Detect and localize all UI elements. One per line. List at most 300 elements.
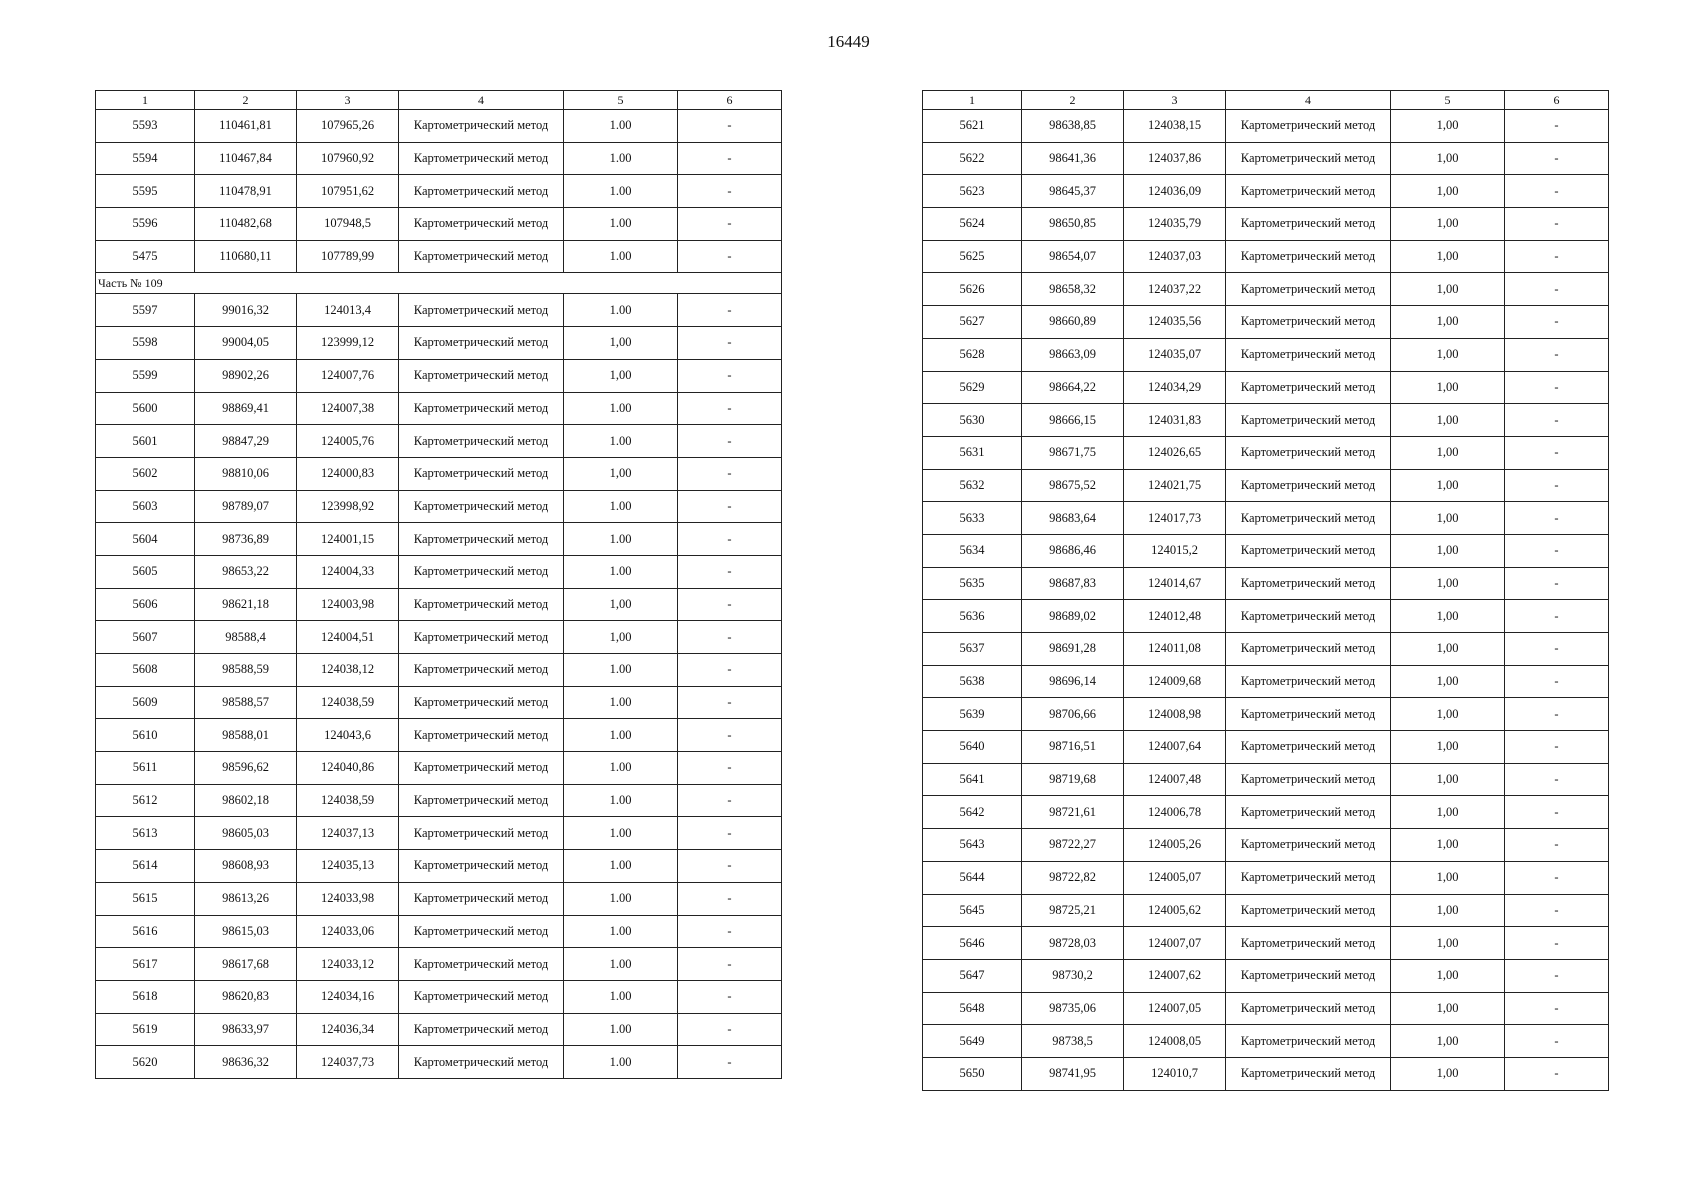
column-header: 6 (678, 91, 782, 110)
cell-c1: 5604 (96, 523, 195, 556)
column-header: 2 (1022, 91, 1124, 110)
cell-c1: 5628 (923, 338, 1022, 371)
cell-c6: - (678, 1013, 782, 1046)
cell-c2: 98664,22 (1022, 371, 1124, 404)
cell-c6: - (678, 490, 782, 523)
cell-c4: Картометрический метод (399, 719, 564, 752)
cell-c6: - (678, 175, 782, 208)
cell-c2: 98621,18 (195, 588, 297, 621)
cell-c4: Картометрический метод (1226, 959, 1391, 992)
cell-c1: 5602 (96, 457, 195, 490)
cell-c3: 124037,03 (1124, 240, 1226, 273)
cell-c5: 1.00 (564, 752, 678, 785)
cell-c4: Картометрический метод (1226, 763, 1391, 796)
section-title: Часть № 109 (96, 273, 782, 294)
table-row (923, 894, 1609, 927)
cell-c3: 124009,68 (1124, 665, 1226, 698)
table-row (96, 457, 782, 490)
table-row (96, 752, 782, 785)
cell-c4: Картометрический метод (1226, 338, 1391, 371)
cell-c4: Картометрический метод (399, 392, 564, 425)
cell-c4: Картометрический метод (1226, 992, 1391, 1025)
cell-c2: 98666,15 (1022, 404, 1124, 437)
cell-c6: - (1505, 534, 1609, 567)
cell-c5: 1.00 (564, 175, 678, 208)
column-header: 1 (96, 91, 195, 110)
cell-c3: 124000,83 (297, 457, 399, 490)
cell-c5: 1,00 (1391, 142, 1505, 175)
cell-c4: Картометрический метод (1226, 1057, 1391, 1090)
cell-c5: 1.00 (564, 915, 678, 948)
cell-c4: Картометрический метод (399, 425, 564, 458)
cell-c4: Картометрический метод (399, 175, 564, 208)
cell-c2: 98633,97 (195, 1013, 297, 1046)
cell-c1: 5630 (923, 404, 1022, 437)
cell-c1: 5624 (923, 208, 1022, 241)
column-header: 3 (1124, 91, 1226, 110)
cell-c3: 107951,62 (297, 175, 399, 208)
cell-c6: - (1505, 665, 1609, 698)
cell-c6: - (1505, 992, 1609, 1025)
cell-c1: 5648 (923, 992, 1022, 1025)
cell-c2: 98722,82 (1022, 861, 1124, 894)
cell-c3: 124038,59 (297, 686, 399, 719)
table-row (96, 915, 782, 948)
column-header: 2 (195, 91, 297, 110)
cell-c4: Картометрический метод (399, 752, 564, 785)
table-row (96, 719, 782, 752)
table-row (923, 208, 1609, 241)
cell-c4: Картометрический метод (399, 142, 564, 175)
cell-c5: 1.00 (564, 240, 678, 273)
cell-c6: - (678, 208, 782, 241)
cell-c5: 1,00 (564, 359, 678, 392)
cell-c1: 5640 (923, 731, 1022, 764)
cell-c1: 5599 (96, 359, 195, 392)
coordinates-table-right (922, 90, 1609, 1091)
cell-c1: 5623 (923, 175, 1022, 208)
cell-c1: 5625 (923, 240, 1022, 273)
cell-c2: 98602,18 (195, 784, 297, 817)
cell-c5: 1,00 (1391, 600, 1505, 633)
cell-c1: 5642 (923, 796, 1022, 829)
cell-c1: 5608 (96, 654, 195, 687)
cell-c2: 98658,32 (1022, 273, 1124, 306)
cell-c4: Картометрический метод (1226, 371, 1391, 404)
cell-c6: - (1505, 698, 1609, 731)
cell-c3: 124035,56 (1124, 306, 1226, 339)
cell-c3: 107965,26 (297, 110, 399, 143)
cell-c3: 107948,5 (297, 208, 399, 241)
cell-c1: 5636 (923, 600, 1022, 633)
cell-c6: - (678, 784, 782, 817)
cell-c1: 5634 (923, 534, 1022, 567)
cell-c6: - (678, 240, 782, 273)
cell-c2: 98617,68 (195, 948, 297, 981)
cell-c4: Картометрический метод (1226, 469, 1391, 502)
cell-c4: Картометрический метод (1226, 502, 1391, 535)
cell-c3: 124007,38 (297, 392, 399, 425)
table-row (923, 796, 1609, 829)
table-row (96, 392, 782, 425)
cell-c3: 124037,73 (297, 1046, 399, 1079)
table-row (923, 175, 1609, 208)
cell-c6: - (678, 142, 782, 175)
cell-c5: 1,00 (1391, 927, 1505, 960)
cell-c6: - (1505, 927, 1609, 960)
cell-c4: Картометрический метод (399, 490, 564, 523)
cell-c5: 1.00 (564, 1013, 678, 1046)
cell-c1: 5611 (96, 752, 195, 785)
cell-c6: - (678, 588, 782, 621)
cell-c4: Картометрический метод (1226, 894, 1391, 927)
cell-c1: 5638 (923, 665, 1022, 698)
table-row (96, 1046, 782, 1079)
cell-c5: 1,00 (1391, 992, 1505, 1025)
cell-c3: 107789,99 (297, 240, 399, 273)
table-row (96, 175, 782, 208)
cell-c6: - (678, 621, 782, 654)
cell-c5: 1,00 (1391, 829, 1505, 862)
cell-c2: 98588,4 (195, 621, 297, 654)
cell-c2: 99004,05 (195, 327, 297, 360)
cell-c1: 5606 (96, 588, 195, 621)
cell-c3: 107960,92 (297, 142, 399, 175)
cell-c3: 124005,76 (297, 425, 399, 458)
cell-c1: 5627 (923, 306, 1022, 339)
cell-c5: 1,00 (1391, 436, 1505, 469)
cell-c5: 1.00 (564, 1046, 678, 1079)
cell-c2: 98725,21 (1022, 894, 1124, 927)
cell-c5: 1,00 (1391, 567, 1505, 600)
cell-c2: 98789,07 (195, 490, 297, 523)
table-row (923, 959, 1609, 992)
cell-c6: - (1505, 240, 1609, 273)
column-header: 3 (297, 91, 399, 110)
cell-c3: 124040,86 (297, 752, 399, 785)
cell-c3: 124007,48 (1124, 763, 1226, 796)
cell-c6: - (678, 948, 782, 981)
cell-c6: - (1505, 861, 1609, 894)
cell-c4: Картометрический метод (1226, 698, 1391, 731)
table-row (96, 686, 782, 719)
table-row (96, 327, 782, 360)
cell-c6: - (1505, 142, 1609, 175)
cell-c1: 5637 (923, 633, 1022, 666)
cell-c2: 98683,64 (1022, 502, 1124, 535)
cell-c6: - (1505, 469, 1609, 502)
cell-c3: 124004,33 (297, 555, 399, 588)
cell-c5: 1.00 (564, 817, 678, 850)
table-header-row (96, 91, 782, 110)
cell-c6: - (678, 817, 782, 850)
cell-c4: Картометрический метод (1226, 534, 1391, 567)
cell-c3: 124033,98 (297, 882, 399, 915)
cell-c1: 5649 (923, 1025, 1022, 1058)
cell-c3: 124015,2 (1124, 534, 1226, 567)
cell-c1: 5647 (923, 959, 1022, 992)
cell-c6: - (1505, 404, 1609, 437)
cell-c6: - (1505, 338, 1609, 371)
cell-c6: - (1505, 1025, 1609, 1058)
cell-c1: 5645 (923, 894, 1022, 927)
cell-c1: 5643 (923, 829, 1022, 862)
cell-c1: 5475 (96, 240, 195, 273)
cell-c2: 98847,29 (195, 425, 297, 458)
cell-c2: 110680,11 (195, 240, 297, 273)
table-row (923, 502, 1609, 535)
cell-c3: 124007,76 (297, 359, 399, 392)
cell-c2: 98689,02 (1022, 600, 1124, 633)
cell-c6: - (1505, 567, 1609, 600)
cell-c2: 99016,32 (195, 294, 297, 327)
table-row (96, 817, 782, 850)
cell-c3: 124031,83 (1124, 404, 1226, 437)
cell-c3: 124005,26 (1124, 829, 1226, 862)
cell-c3: 124033,06 (297, 915, 399, 948)
table-row (96, 1013, 782, 1046)
table-row (96, 882, 782, 915)
cell-c4: Картометрический метод (1226, 600, 1391, 633)
cell-c1: 5603 (96, 490, 195, 523)
cell-c5: 1,00 (1391, 633, 1505, 666)
cell-c4: Картометрический метод (1226, 633, 1391, 666)
cell-c5: 1,00 (1391, 861, 1505, 894)
cell-c5: 1,00 (1391, 306, 1505, 339)
cell-c2: 98869,41 (195, 392, 297, 425)
cell-c1: 5593 (96, 110, 195, 143)
cell-c4: Картометрический метод (1226, 436, 1391, 469)
cell-c2: 110467,84 (195, 142, 297, 175)
cell-c4: Картометрический метод (399, 948, 564, 981)
cell-c2: 98615,03 (195, 915, 297, 948)
cell-c5: 1,00 (1391, 175, 1505, 208)
cell-c4: Картометрический метод (1226, 110, 1391, 143)
cell-c4: Картометрический метод (1226, 829, 1391, 862)
table-row (923, 665, 1609, 698)
table-row (96, 621, 782, 654)
cell-c3: 124026,65 (1124, 436, 1226, 469)
table-row (923, 992, 1609, 1025)
cell-c1: 5629 (923, 371, 1022, 404)
table-row (96, 850, 782, 883)
cell-c2: 98663,09 (1022, 338, 1124, 371)
cell-c2: 98706,66 (1022, 698, 1124, 731)
cell-c5: 1,00 (1391, 208, 1505, 241)
cell-c3: 123998,92 (297, 490, 399, 523)
table-row (923, 600, 1609, 633)
cell-c1: 5609 (96, 686, 195, 719)
cell-c6: - (1505, 796, 1609, 829)
cell-c6: - (678, 882, 782, 915)
cell-c2: 98645,37 (1022, 175, 1124, 208)
table-row (96, 654, 782, 687)
cell-c3: 124005,07 (1124, 861, 1226, 894)
cell-c2: 98605,03 (195, 817, 297, 850)
cell-c1: 5620 (96, 1046, 195, 1079)
cell-c2: 98810,06 (195, 457, 297, 490)
cell-c3: 124010,7 (1124, 1057, 1226, 1090)
cell-c6: - (678, 425, 782, 458)
cell-c5: 1,00 (1391, 796, 1505, 829)
cell-c5: 1.00 (564, 392, 678, 425)
cell-c3: 124007,05 (1124, 992, 1226, 1025)
cell-c5: 1,00 (1391, 665, 1505, 698)
cell-c1: 5614 (96, 850, 195, 883)
cell-c1: 5618 (96, 980, 195, 1013)
cell-c1: 5641 (923, 763, 1022, 796)
cell-c3: 124037,13 (297, 817, 399, 850)
cell-c6: - (1505, 273, 1609, 306)
table-row (96, 208, 782, 241)
table-row (923, 698, 1609, 731)
cell-c2: 110482,68 (195, 208, 297, 241)
cell-c5: 1,00 (1391, 338, 1505, 371)
cell-c1: 5621 (923, 110, 1022, 143)
table-header-row (923, 91, 1609, 110)
cell-c2: 98588,01 (195, 719, 297, 752)
cell-c1: 5613 (96, 817, 195, 850)
cell-c4: Картометрический метод (1226, 404, 1391, 437)
cell-c4: Картометрический метод (399, 208, 564, 241)
cell-c6: - (678, 392, 782, 425)
cell-c2: 98636,32 (195, 1046, 297, 1079)
column-header: 4 (1226, 91, 1391, 110)
cell-c6: - (1505, 208, 1609, 241)
cell-c3: 124003,98 (297, 588, 399, 621)
cell-c2: 98735,06 (1022, 992, 1124, 1025)
cell-c5: 1,00 (1391, 240, 1505, 273)
cell-c6: - (678, 359, 782, 392)
cell-c1: 5650 (923, 1057, 1022, 1090)
table-row (96, 784, 782, 817)
cell-c5: 1,00 (1391, 894, 1505, 927)
cell-c6: - (1505, 894, 1609, 927)
cell-c5: 1,00 (1391, 502, 1505, 535)
cell-c3: 124014,67 (1124, 567, 1226, 600)
cell-c3: 124006,78 (1124, 796, 1226, 829)
table-row (96, 240, 782, 273)
cell-c4: Картометрический метод (1226, 142, 1391, 175)
cell-c5: 1,00 (1391, 273, 1505, 306)
column-header: 5 (1391, 91, 1505, 110)
table-row (923, 306, 1609, 339)
cell-c3: 124012,48 (1124, 600, 1226, 633)
cell-c3: 124034,16 (297, 980, 399, 1013)
cell-c6: - (678, 915, 782, 948)
cell-c6: - (678, 555, 782, 588)
cell-c6: - (678, 523, 782, 556)
cell-c2: 98596,62 (195, 752, 297, 785)
cell-c1: 5631 (923, 436, 1022, 469)
cell-c1: 5616 (96, 915, 195, 948)
cell-c1: 5619 (96, 1013, 195, 1046)
table-row (96, 110, 782, 143)
table-row (923, 567, 1609, 600)
table-row (923, 371, 1609, 404)
cell-c4: Картометрический метод (399, 817, 564, 850)
cell-c1: 5635 (923, 567, 1022, 600)
cell-c5: 1.00 (564, 850, 678, 883)
cell-c2: 98738,5 (1022, 1025, 1124, 1058)
cell-c2: 110461,81 (195, 110, 297, 143)
table-row (96, 425, 782, 458)
cell-c5: 1.00 (564, 980, 678, 1013)
cell-c2: 98641,36 (1022, 142, 1124, 175)
cell-c2: 98902,26 (195, 359, 297, 392)
cell-c1: 5610 (96, 719, 195, 752)
cell-c3: 124007,64 (1124, 731, 1226, 764)
cell-c4: Картометрический метод (1226, 306, 1391, 339)
cell-c4: Картометрический метод (399, 915, 564, 948)
cell-c4: Картометрический метод (1226, 796, 1391, 829)
cell-c2: 98675,52 (1022, 469, 1124, 502)
cell-c2: 98721,61 (1022, 796, 1124, 829)
cell-c6: - (1505, 600, 1609, 633)
cell-c2: 98638,85 (1022, 110, 1124, 143)
cell-c5: 1.00 (564, 142, 678, 175)
table-row (923, 633, 1609, 666)
table-row (923, 240, 1609, 273)
cell-c2: 98653,22 (195, 555, 297, 588)
cell-c5: 1.00 (564, 719, 678, 752)
table-row (923, 1025, 1609, 1058)
cell-c4: Картометрический метод (399, 882, 564, 915)
cell-c4: Картометрический метод (399, 621, 564, 654)
cell-c4: Картометрический метод (1226, 1025, 1391, 1058)
cell-c3: 124008,05 (1124, 1025, 1226, 1058)
table-row (96, 588, 782, 621)
cell-c6: - (1505, 306, 1609, 339)
cell-c5: 1.00 (564, 882, 678, 915)
cell-c5: 1,00 (1391, 534, 1505, 567)
cell-c6: - (678, 980, 782, 1013)
cell-c3: 124038,59 (297, 784, 399, 817)
cell-c5: 1.00 (564, 555, 678, 588)
cell-c6: - (678, 110, 782, 143)
cell-c4: Картометрический метод (399, 850, 564, 883)
cell-c1: 5633 (923, 502, 1022, 535)
cell-c3: 124035,13 (297, 850, 399, 883)
cell-c4: Картометрический метод (399, 359, 564, 392)
cell-c5: 1,00 (564, 588, 678, 621)
cell-c1: 5632 (923, 469, 1022, 502)
cell-c3: 124017,73 (1124, 502, 1226, 535)
cell-c1: 5595 (96, 175, 195, 208)
cell-c4: Картометрический метод (399, 784, 564, 817)
cell-c4: Картометрический метод (399, 686, 564, 719)
cell-c1: 5617 (96, 948, 195, 981)
cell-c3: 124035,07 (1124, 338, 1226, 371)
table-row (96, 142, 782, 175)
table-row (923, 110, 1609, 143)
cell-c4: Картометрический метод (399, 523, 564, 556)
cell-c2: 98730,2 (1022, 959, 1124, 992)
cell-c6: - (1505, 436, 1609, 469)
cell-c2: 98687,83 (1022, 567, 1124, 600)
table-row (923, 436, 1609, 469)
cell-c5: 1.00 (564, 523, 678, 556)
cell-c5: 1,00 (564, 621, 678, 654)
column-header: 6 (1505, 91, 1609, 110)
cell-c2: 98588,57 (195, 686, 297, 719)
cell-c6: - (678, 686, 782, 719)
cell-c1: 5598 (96, 327, 195, 360)
cell-c2: 98613,26 (195, 882, 297, 915)
cell-c4: Картометрический метод (1226, 273, 1391, 306)
cell-c4: Картометрический метод (399, 588, 564, 621)
cell-c1: 5596 (96, 208, 195, 241)
